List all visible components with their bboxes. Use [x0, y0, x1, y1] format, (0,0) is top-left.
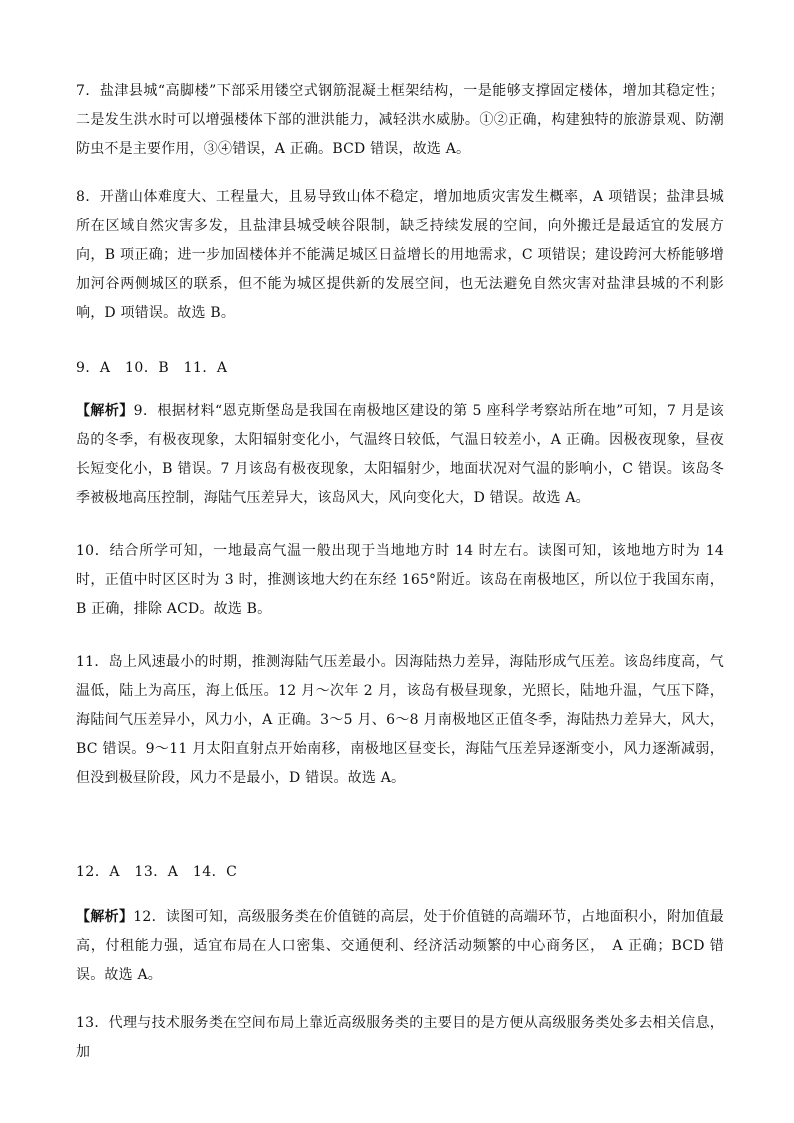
- analysis-tag: 【解析】: [76, 909, 134, 925]
- analysis-tag: 【解析】: [76, 403, 134, 419]
- paragraph-q12: [76, 903, 724, 990]
- paragraph-q11: 11．岛上风速最小的时期，推测海陆气压差最小。因海陆热力差异，海陆形成气压差。该岛纬度高，气温低，陆上为高压，海上低压。12 月～次年 2 月，该岛有极昼现象，光照长，陆地升温，气压下降，海陆间气压差异小，风力小，A 正确。3～5 月、6～8 月南极地区正值冬季，海陆热力差异大，风大，BC 错误。9～11 月太阳直射点开始南移，南极地区昼变长，海陆气压差异逐渐变小，风力逐渐减弱，但没到极昼阶段，风力不是最小，D 错误。故选 A。: [76, 654, 724, 786]
- paragraph-q10: 10．结合所学可知，一地最高气温一般出现于当地地方时 14 时左右。读图可知，该地地方时为 14 时，正值中时区区时为 3 时，推测该地大约在东经 165°附近。该岛在南极地区，所以位于我国东南，B 正确，排除 ACD。故选 B。: [76, 543, 724, 617]
- paragraph-q9-text: 9．根据材料“恩克斯堡岛是我国在南极地区建设的第 5 座科学考察站所在地”可知，7 月是该岛的冬季，有极夜现象，太阳辐射变化小，气温终日较低，气温日较差小，A 正确。因极夜现象，昼夜长短变化小，B 错误。7 月该岛有极夜现象，太阳辐射少，地面状况对气温的影响小，C 错误。该岛冬季被极地高压控制，海陆气压差异大，该岛风大，风向变化大，D 错误。故选 A。: [76, 403, 724, 506]
- paragraph-q9: [76, 397, 724, 513]
- paragraph-q12-text: 12．读图可知，高级服务类在价值链的高层，处于价值链的高端环节，占地面积小，附加值最高，付租能力强，适宜布局在人口密集、交通便利、经济活动频繁的中心商务区， A 正确；BCD 错误。故选 A。: [76, 909, 724, 983]
- paragraph-q8: 8．开凿山体难度大、工程量大，且易导致山体不稳定，增加地质灾害发生概率，A 项错误；盐津县城所在区域自然灾害多发，且盐津县城受峡谷限制，缺乏持续发展的空间，向外搬迁是最适宜的发展方向，B 项正确；进一步加固楼体并不能满足城区日益增长的用地需求，C 项错误；建设跨河大桥能够增加河谷两侧城区的联系，但不能为城区提供新的发展空间，也无法避免自然灾害对盐津县城的不利影响，D 项错误。故选 B。: [76, 189, 724, 321]
- paragraph-q13: 13．代理与技术服务类在空间布局上靠近高级服务类的主要目的是方便从高级服务类处多去相关信息，加: [76, 1015, 724, 1060]
- paragraph-q7: 7．盐津县城“高脚楼”下部采用镂空式钢筋混凝土框架结构，一是能够支撑固定楼体，增加其稳定性；二是发生洪水时可以增强楼体下部的泄洪能力，减轻洪水威胁。①②正确，构建独特的旅游景观、防潮防虫不是主要作用，③④错误，A 正确。BCD 错误，故选 A。: [76, 83, 724, 157]
- answer-key-9-11: 9．A 10．B 11．A: [76, 360, 228, 376]
- answer-key-12-14: 12．A 13．A 14．C: [76, 864, 238, 880]
